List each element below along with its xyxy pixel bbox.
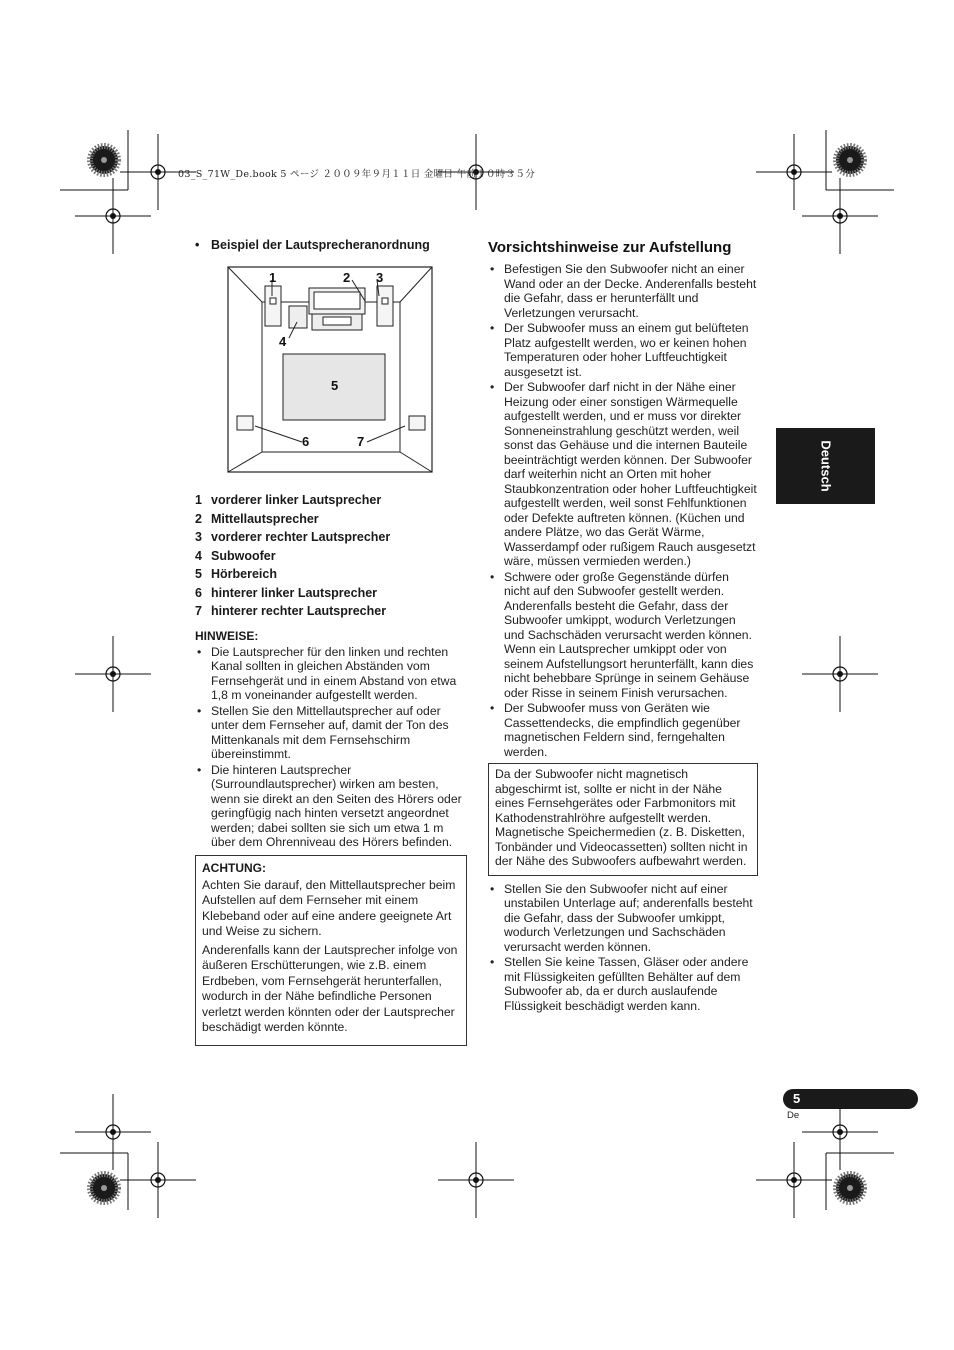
precaution-item: • Der Subwoofer muss von Geräten wie Cassettendecks, die empfindlich gegenüber magnetischen Feldern sind, ferngehalten werden. [488, 701, 758, 759]
language-tab-label: Deutsch [818, 440, 833, 492]
crosshair-icon [120, 1142, 196, 1218]
precaution-item: • Befestigen Sie den Subwoofer nicht an einer Wand oder an der Decke. Anderenfalls besteht die Gefahr, dass er herunterfällt und Verletzungen verursacht. [488, 262, 758, 320]
left-column [195, 238, 467, 1046]
crosshair-icon [438, 1142, 514, 1218]
crosshair-icon [75, 636, 151, 712]
diagram-label: 6 [302, 434, 310, 449]
legend-item: 7 hinterer rechter Lautsprecher [195, 604, 387, 618]
crosshair-icon [756, 134, 832, 210]
speaker-layout-diagram [227, 266, 433, 474]
diagram-label: 5 [331, 378, 339, 393]
precautions-list-continued [488, 882, 758, 1014]
diagram-label: 2 [343, 270, 351, 285]
caution-heading: ACHTUNG: [202, 860, 266, 875]
precaution-item: • Stellen Sie den Subwoofer nicht auf einer unstabilen Unterlage auf; anderenfalls besteht die Gefahr, dass der Subwoofer umkippt, wodurch Verletzungen und Sachschäden verursacht werden können. [488, 882, 758, 955]
page-number: 5 [793, 1091, 801, 1106]
diagram-label: 4 [279, 334, 287, 349]
precaution-item: • Der Subwoofer muss an einem gut belüfteten Platz aufgestellt werden, wo er keinen hohen Temperaturen oder hoher Luftfeuchtigkeit ausgesetzt ist. [488, 321, 758, 379]
page-language-code: De [787, 1110, 800, 1121]
diagram-title: • Beispiel der Lautsprecheranordnung [195, 238, 430, 252]
magnetic-warning-text: Da der Subwoofer nicht magnetisch abgeschirmt ist, sollte er nicht in der Nähe eines Fernsehgerätes oder Farbmonitors mit Kathodenstrahlröhre aufgestellt werden. Magnetische Speichermedien (z. B. Disketten, Tonbänder und Videocassetten) sollten nicht in der Nähe des Subwoofers aufbewahrt werden. [495, 767, 748, 868]
star-target-icon [90, 146, 118, 174]
caution-paragraph: Anderenfalls kann der Lautsprecher infolge von äußeren Erschütterungen, wie z.B. einem Erdbeben, vom Fernsehgerät herunterfallen, wodurch in der Nähe befindliche Personen verletzt werden könnten oder der Lautsprecher beschädigt werden könnte. [202, 942, 458, 1034]
caution-paragraph: Achten Sie darauf, den Mittellautsprecher beim Aufstellen auf dem Fernseher mit einem Klebeband oder auf eine andere geeignete Art und Weise zu sichern. [202, 877, 456, 938]
diagram-label: 7 [357, 434, 365, 449]
diagram-label: 3 [376, 270, 384, 285]
note-item: • Stellen Sie den Mittellautsprecher auf oder unter dem Fernseher auf, damit der Ton des Mittenkanals mit dem Fernsehschirm übereinstimmt. [195, 704, 467, 762]
diagram-label: 1 [269, 270, 277, 285]
note-item: • Die Lautsprecher für den linken und rechten Kanal sollten in gleichen Abständen vom Fernsehgerät und in einem Abstand von etwa 1,8 m voneinander aufgestellt werden. [195, 645, 467, 703]
precaution-item: • Der Subwoofer darf nicht in der Nähe einer Heizung oder einer sonstigen Wärmequelle aufgestellt werden, und er muss vor direkter Sonneneinstrahlung geschützt werden, weil sonst das Gehäuse und die internen Bauteile beeinträchtigt werden können. Der Subwoofer darf weiterhin nicht an Orten mit hoher Staubkonzentration oder hoher Luftfeuchtigkeit aufgestellt werden, weil sonst Fehlfunktionen oder Defekte auftreten können. (Küchen und andere Plätze, wo das Gerät Wärme, Wasserdampf oder rußigem Rauch ausgesetzt wäre, müssen vermieden werden.) [488, 380, 758, 569]
legend-item: 1 vorderer linker Lautsprecher [195, 493, 382, 507]
crosshair-icon [75, 1094, 151, 1170]
star-target-icon [836, 146, 864, 174]
precaution-item: • Stellen Sie keine Tassen, Gläser oder andere mit Flüssigkeiten gefüllten Behälter auf dem Subwoofer ab, da er durch auslaufende Flüssigkeit beschädigt werden kann. [488, 955, 758, 1013]
notes-list [195, 645, 467, 850]
print-header: 03_S_71W_De.book 5 ページ ２００９年９月１１日 金曜日 午前１０時３５分 [178, 169, 535, 180]
notes-heading: HINWEISE: [195, 628, 259, 643]
note-item: • Die hinteren Lautsprecher (Surroundlautsprecher) wirken am besten, wenn sie direkt an den Seiten des Hörers oder geringfügig nach hinten versetzt angeordnet werden; dabei sollten sie sich um etwa 1 m über dem Ohrenniveau des Hörers befinden. [195, 763, 467, 850]
precaution-item: • Schwere oder große Gegenstände dürfen nicht auf den Subwoofer gestellt werden. Anderenfalls besteht die Gefahr, dass der Subwoofer umkippt, wodurch Verletzungen und Sachschäden verursacht werden können. Wenn ein Lautsprecher umkippt oder von seinem Aufstellungsort herunterfällt, kann dies nicht behebbare Sprünge in seinem Gehäuse oder Risse in seinem Finish verursachen. [488, 570, 758, 701]
diagram-legend [195, 491, 467, 621]
star-target-icon [90, 1174, 118, 1202]
crosshair-icon [802, 178, 878, 254]
crosshair-icon [756, 1142, 832, 1218]
crosshair-icon [802, 636, 878, 712]
legend-item: 3 vorderer rechter Lautsprecher [195, 530, 391, 544]
legend-item: 4 Subwoofer [195, 548, 276, 563]
section-heading: Vorsichtshinweise zur Aufstellung [488, 239, 732, 256]
precautions-list [488, 262, 758, 759]
language-tab [776, 428, 875, 504]
star-target-icon [836, 1174, 864, 1202]
caution-box [195, 855, 467, 1046]
page-number-badge [783, 1089, 918, 1109]
right-column [488, 238, 758, 1014]
legend-item: 2 Mittellautsprecher [195, 511, 319, 526]
crosshair-icon [75, 178, 151, 254]
magnetic-warning-box [488, 763, 758, 876]
legend-item: 6 hinterer linker Lautsprecher [195, 585, 378, 600]
legend-item: 5 Hörbereich [195, 567, 277, 581]
